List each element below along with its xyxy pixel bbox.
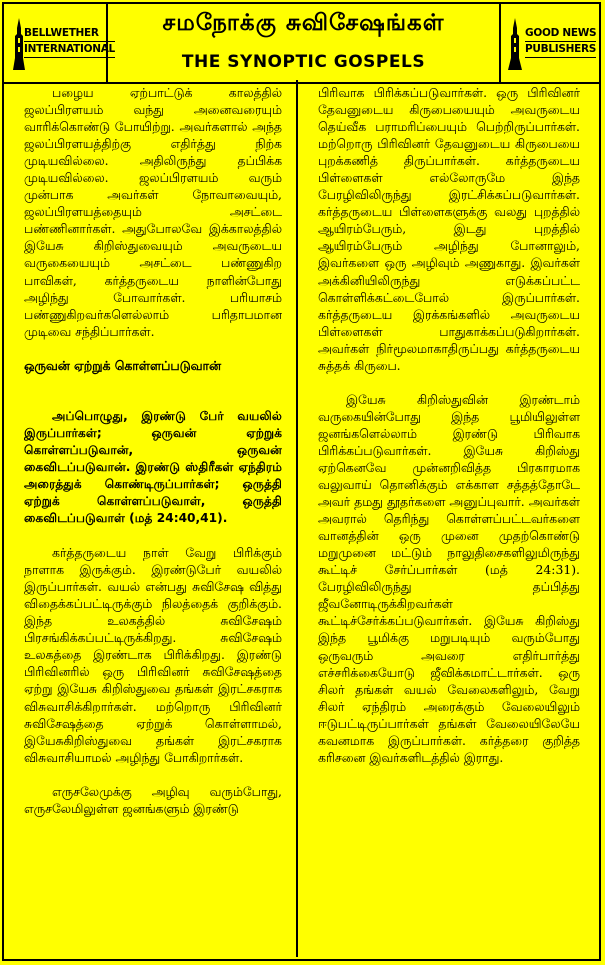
good-news-publishers-logo	[499, 4, 599, 82]
bellwether-logo-text: BELLWETHER INTERNATIONAL	[24, 26, 115, 58]
page-header	[4, 4, 599, 84]
bellwether-logo	[4, 4, 115, 82]
left-column	[24, 84, 282, 952]
title-box	[108, 4, 499, 82]
section-subheading: ஒருவன் ஏற்றுக் கொள்ளப்படுவான்	[24, 357, 221, 373]
left-paragraph-2: கர்த்தருடைய நாள் வேறு பிரிக்கும் நாளாக இருக்கும். இரண்டுபேர் வயலில் இருப்பார்கள். வயல் என்பது சுவிசேஷ வித்து விதைக்கப்பட்டிருக்கும் நிலத்தைக் குறிக்கும். இந்த உலகத்தில் சுவிசேஷம் பிரசங்கிக்கப்பட்டிருக்கிறது. சுவிசேஷம் உலகத்தை இரண்டாக பிரிக்கிறது. இரண்டு பிரிவினரில் ஒரு பிரிவினர் சுவிசேஷத்தை ஏற்று இயேசு கிறிஸ்துவை தங்கள் இரட்சகராக விசுவாசிக்கிறார்கள். மற்றொரு பிரிவினர் சுவிசேஷத்தை ஏற்றுக் கொள்ளாமல், இயேசுகிறிஸ்துவை தங்கள் இரட்சகராக விசுவாசியாமல் அழிந்து போகிறார்கள்.	[24, 545, 282, 765]
left-paragraph-3: எருசலேமுக்கு அழிவு வரும்போது, எருசலேமிலுள்ள ஜனங்களும் இரண்டு	[24, 783, 282, 816]
column-divider	[296, 80, 298, 957]
left-paragraph-1: பழைய ஏற்பாட்டுக் காலத்தில் ஜலப்பிரளயம் வந்து அனைவரையும் வாரிக்கொண்டு போயிற்று. அவர்களால் அந்த ஜலப்பிரளயத்திற்கு எதிர்த்து நிற்க முடியவில்லை. அதிலிருந்து தப்பிக்க முடியவில்லை. ஜலப்பிரளயம் வரும் முன்பாக அவர்கள் நோவாவையும், ஜலப்பிரளயத்தையும் அசட்டை பண்ணினார்கள். அதுபோலவே இக்காலத்தில் இயேசு கிறிஸ்துவையும் அவருடைய வருகையையும் அசட்டை பண்ணுகிற பாவிகள், கர்த்தருடைய நாளின்போது அழிந்து போவார்கள். பரியாசம் பண்ணுகிறவர்களெல்லாம் பரிதாபமான முடிவை சந்திப்பார்கள்.	[24, 85, 282, 339]
right-paragraph-2: இயேசு கிறிஸ்துவின் இரண்டாம் வருகையின்போது இந்த பூமியிலுள்ள ஜனங்களெல்லாம் இரண்டு பிரிவாக பிரிக்கப்படுவார்கள். இயேசு கிறிஸ்து ஏற்கெனவே முன்னறிவித்த பிரகாரமாக வலுவாய் தொனிக்கும் எக்காள சத்தத்தோடே அவர் தமது தூதர்களை அனுப்புவார். அவர்கள் அவரால் தெரிந்து கொள்ளப்பட்டவர்களை வானத்தின் ஒரு முனை முதற்கொண்டு மறுமுனை மட்டும் நாலுதிசைகளிலுமிருந்து கூட்டிச் சேர்ப்பார்கள் (மத் 24:31). பேரழிவிலிருந்து தப்பித்து ஜீவனோடிருக்கிறவர்கள் கூட்டிச்சேர்க்கப்படுவார்கள். இயேசு கிறிஸ்து இந்த பூமிக்கு மறுபடியும் வரும்போது ஒருவரும் அவரை எதிர்பார்த்து எச்சரிக்கையோடு ஜீவிக்கமாட்டார்கள். ஒரு சிலர் தங்கள் வயல் வேலைகளிலும், வேறு சிலர் ஏந்திரம் அரைக்கும் வேலையிலும் ஈடுபட்டிருப்பார்கள் தங்கள் வேலையிலேயே கவனமாக இருப்பார்கள். கர்த்தரை குறித்த கரிசனை இவர்களிடத்தில் இராது.	[318, 391, 580, 765]
right-paragraph-1: பிரிவாக பிரிக்கப்படுவார்கள். ஒரு பிரிவினர் தேவனுடைய கிருபையையும் அவருடைய தெய்வீக பராமரிப்பையும் பெற்றிருப்பார்கள். மற்றொரு பிரிவினர் தேவனுடைய கிருபையை புறக்கணித் திருப்பார்கள். கர்த்தருடைய பிள்ளைகள் எல்லோருமே இந்த பேரழிவிலிருந்து இரட்சிக்கப்படுவார்கள். கர்த்தருடைய பிள்ளைகளுக்கு வலது புறத்தில் ஆயிரம்பேரும், இடது புறத்தில் ஆயிரம்பேரும் அழிந்து போனாலும், இவர்களை ஒரு அழிவும் அணுகாது. இவர்கள் அக்கினியிலிருந்து எடுக்கப்பட்ட கொள்ளிக்கட்டைபோல் இருப்பார்கள். கர்த்தருடைய இரக்கங்களில் அவருடைய பிள்ளைகள் பாதுகாக்கப்படுகிறார்கள். அவர்கள் நிர்மூலமாகாதிருப்பது கர்த்தருடைய சுத்தக் கிருபை.	[318, 85, 580, 373]
good-news-logo-text: GOOD NEWS PUBLISHERS	[525, 26, 596, 58]
scripture-quote: அப்பொழுது, இரண்டு பேர் வயலில் இருப்பார்கள்; ஒருவன் ஏற்றுக் கொள்ளப்படுவான், ஒருவன் கைவிடப்படுவான். இரண்டு ஸ்திரீகள் ஏந்திரம் அரைத்துக் கொண்டிருப்பார்கள்; ஒருத்தி ஏற்றுக் கொள்ளப்படுவாள், ஒருத்தி கைவிடப்படுவாள் (மத் 24:40,41).	[24, 408, 282, 526]
page-title-tamil: சமநோக்கு சுவிசேஷங்கள்	[162, 10, 445, 36]
right-column	[318, 84, 580, 952]
page-title-english: THE SYNOPTIC GOSPELS	[181, 52, 426, 72]
good-news-tower-icon	[507, 18, 523, 70]
